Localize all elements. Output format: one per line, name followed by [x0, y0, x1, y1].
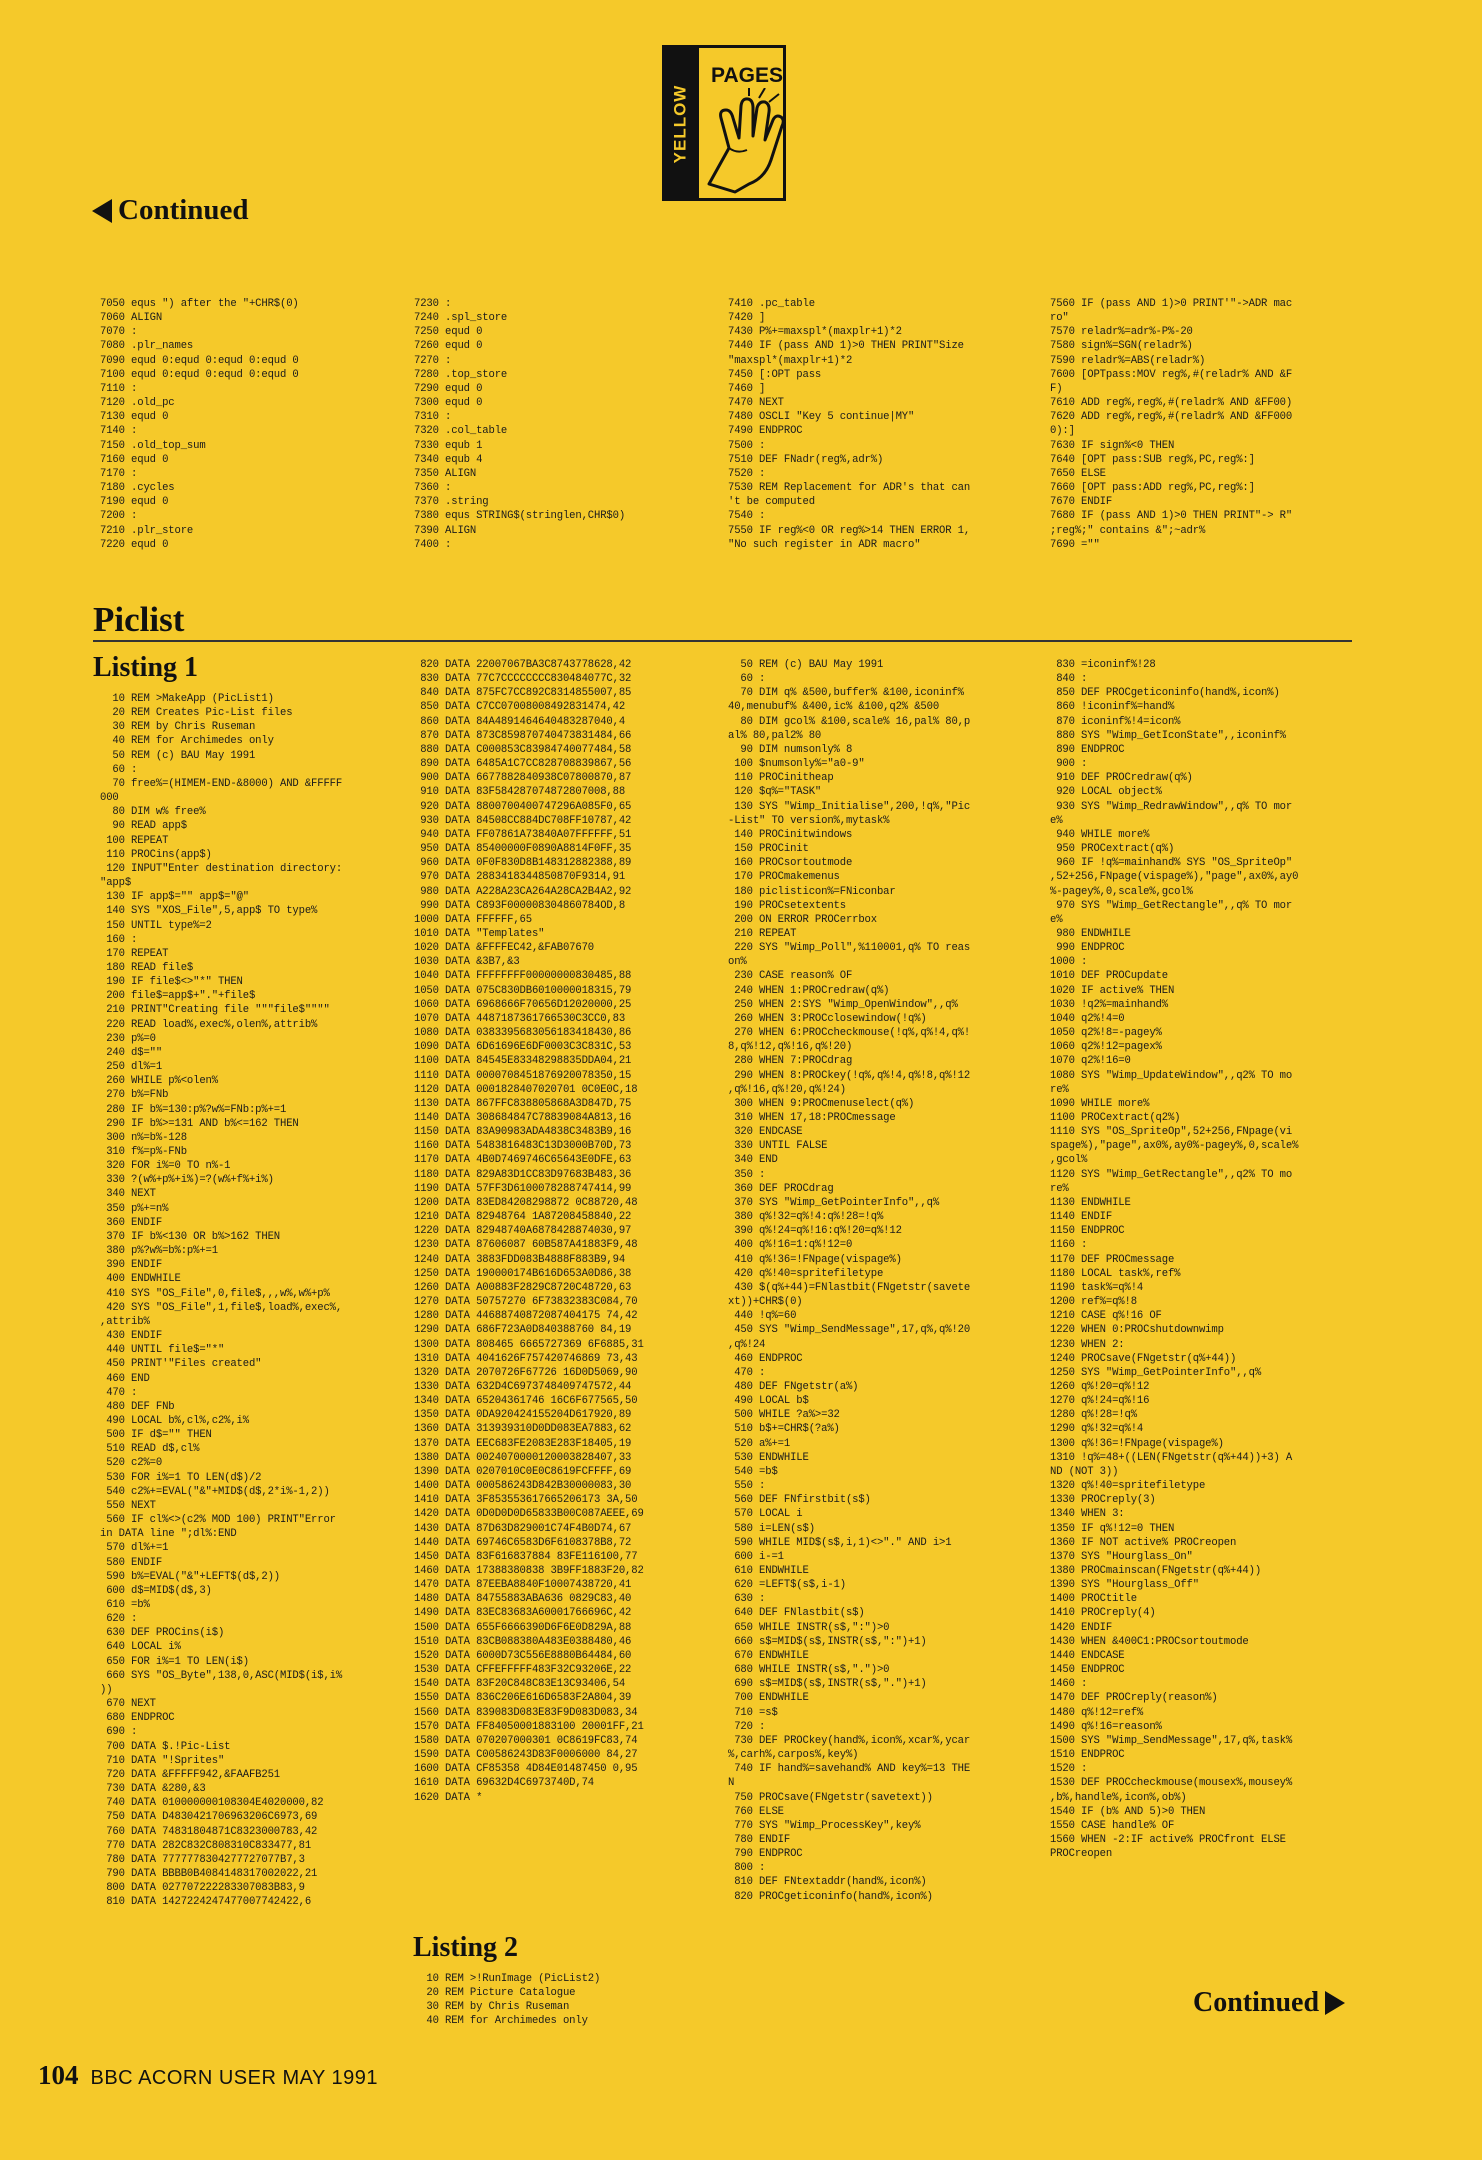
top-code-col-2: 7230 : 7240 .spl_store 7250 equd 0 7260 equd 0 7270 : 7280 .top_store 7290 equd 0 7300 equd 0 7310 : 7320 .col_table 7330 equb 1 7340 equb 4 7350 ALIGN 7360 : 7370 .string 7380 equs STRING$(stringlen,CHR$0) 7390 ALIGN 7400 : [414, 298, 626, 551]
piclist-code-col-1: 10 REM >MakeApp (PicList1) 20 REM Creates Pic-List files 30 REM by Chris Ruseman 40 REM for Archimedes only 50 REM (c) BAU May 1991 60 : 70 free%=(HIMEM-END-&8000) AND &FFFFF 000 80 DIM w% free% 90 READ app$ 100 REPEAT 110 PROCins(app$) 120 INPUT"Enter destination directory: "app$ 130 IF app$="" app$="@" 140 SYS "XOS_File",5,app$ TO type% 150 UNTIL type%=2 160 : 170 REPEAT 180 READ file$ 190 IF file$<>"*" THEN 200 file$=app$+"."+file$ 210 PRINT"Creating file """file$"""" 220 READ load%,exec%,olen%,attrib% 230 p%=0 240 d$="" 250 dl%=1 260 WHILE p%<olen% 270 b%=FNb 280 IF b%=130:p%?w%=FNb:p%+=1 290 IF b%>=131 AND b%<=162 THEN 300 n%=b%-128 310 f%=p%-FNb 320 FOR i%=0 TO n%-1 330 ?(w%+p%+i%)=?(w%+f%+i%) 340 NEXT 350 p%+=n% 360 ENDIF 370 IF b%<130 OR b%>162 THEN 380 p%?w%=b%:p%+=1 390 ENDIF 400 ENDWHILE 410 SYS "OS_File",0,file$,,,w%,w%+p% 420 SYS "OS_File",1,file$,load%,exec%, ,attrib% 430 ENDIF 440 UNTIL file$="*" 450 PRINT'"Files created" 460 END 470 : 480 DEF FNb 490 LOCAL b%,cl%,c2%,i% 500 IF d$="" THEN 510 READ d$,cl% 520 c2%=0 530 FOR i%=1 TO LEN(d$)/2 540 c2%+=EVAL("&"+MID$(d$,2*i%-1,2)) 550 NEXT 560 IF cl%<>(c2% MOD 100) PRINT"Error in DATA line ";dl%:END 570 dl%+=1 580 ENDIF 590 b%=EVAL("&"+LEFT$(d$,2)) 600 d$=MID$(d$,3) 610 =b% 620 : 630 DEF PROCins(i$) 640 LOCAL i% 650 FOR i%=1 TO LEN(i$) 660 SYS "OS_Byte",138,0,ASC(MID$(i$,i% )) 670 NEXT 680 ENDPROC 690 : 700 DATA $.!Pic-List 710 DATA "!Sprites" 720 DATA &FFFFF942,&FAAFB251 730 DATA &280,&3 740 DATA 010000000108304E4020000,82 750 DATA D4830421706963206C6973,69 760 DATA 74831804871C8323000783,42 770 DATA 282C832C808310C833477,81 780 DATA 7777778304277727077B7,3 790 DATA BBBB0B4084148317002022,21 800 DATA 027707222283307083B83,9 810 DATA 1427224247477007742422,6 [100, 693, 343, 1909]
piclist-code-col-3: 50 REM (c) BAU May 1991 60 : 70 DIM q% &500,buffer% &100,iconinf% 40,menubuf% &400,ic% &100,q2% &500 80 DIM gcol% &100,scale% 16,pal% 80,p al% 80,pal2% 80 90 DIM numsonly% 8 100 $numsonly%="a0-9" 110 PROCinitheap 120 $q%="TASK" 130 SYS "Wimp_Initialise",200,!q%,"Pic -List" TO version%,mytask% 140 PROCinitwindows 150 PROCinit 160 PROCsortoutmode 170 PROCmakemenus 180 piclisticon%=FNiconbar 190 PROCsetextents 200 ON ERROR PROCerrbox 210 REPEAT 220 SYS "Wimp_Poll",%110001,q% TO reas on% 230 CASE reason% OF 240 WHEN 1:PROCredraw(q%) 250 WHEN 2:SYS "Wimp_OpenWindow",,q% 260 WHEN 3:PROCclosewindow(!q%) 270 WHEN 6:PROCcheckmouse(!q%,q%!4,q%! 8,q%!12,q%!16,q%!20) 280 WHEN 7:PROCdrag 290 WHEN 8:PROCkey(!q%,q%!4,q%!8,q%!12 ,q%!16,q%!20,q%!24) 300 WHEN 9:PROCmenuselect(q%) 310 WHEN 17,18:PROCmessage 320 ENDCASE 330 UNTIL FALSE 340 END 350 : 360 DEF PROCdrag 370 SYS "Wimp_GetPointerInfo",,q% 380 q%!32=q%!4:q%!28=!q% 390 q%!24=q%!16:q%!20=q%!12 400 q%!16=1:q%!12=0 410 q%!36=!FNpage(vispage%) 420 q%!40=spritefiletype 430 $(q%+44)=FNlastbit(FNgetstr(savete xt))+CHR$(0) 440 !q%=60 450 SYS "Wimp_SendMessage",17,q%,q%!20 ,q%!24 460 ENDPROC 470 : 480 DEF FNgetstr(a%) 490 LOCAL b$ 500 WHILE ?a%>=32 510 b$+=CHR$(?a%) 520 a%+=1 530 ENDWHILE 540 =b$ 550 : 560 DEF FNfirstbit(s$) 570 LOCAL i 580 i=LEN(s$) 590 WHILE MID$(s$,i,1)<>"." AND i>1 600 i-=1 610 ENDWHILE 620 =LEFT$(s$,i-1) 630 : 640 DEF FNlastbit(s$) 650 WHILE INSTR(s$,":")>0 660 s$=MID$(s$,INSTR(s$,":")+1) 670 ENDWHILE 680 WHILE INSTR(s$,".")>0 690 s$=MID$(s$,INSTR(s$,".")+1) 700 ENDWHILE 710 =s$ 720 : 730 DEF PROCkey(hand%,icon%,xcar%,ycar %,carh%,carpos%,key%) 740 IF hand%=savehand% AND key%=13 THE N 750 PROCsave(FNgetstr(savetext)) 760 ELSE 770 SYS "Wimp_ProcessKey",key% 780 ENDIF 790 ENDPROC 800 : 810 DEF FNtextaddr(hand%,icon%) 820 PROCgeticoninfo(hand%,icon%) [728, 659, 971, 1903]
top-code-col-3: 7410 .pc_table 7420 ] 7430 P%+=maxspl*(maxplr+1)*2 7440 IF (pass AND 1)>0 THEN PRINT"Size "maxspl*(maxplr+1)*2 7450 [:OPT pass 7460 ] 7470 NEXT 7480 OSCLI "Key 5 continue|MY" 7490 ENDPROC 7500 : 7510 DEF FNadr(reg%,adr%) 7520 : 7530 REM Replacement for ADR's that can 't be computed 7540 : 7550 IF reg%<0 OR reg%>14 THEN ERROR 1, "No such register in ADR macro" [728, 298, 971, 551]
continued-top [92, 194, 249, 227]
page-number: 104 [38, 2060, 79, 2090]
piclist-code-col-2: 820 DATA 22007067BA3C8743778628,42 830 DATA 77C7CCCCCCCC830484077C,32 840 DATA 875FC7CC892C8314855007,85 850 DATA C7CC07008008492831474,42 860 DATA 84A4891464640483287040,4 870 DATA 873C859870740473831484,66 880 DATA C000853C83984740077484,58 890 DATA 6485A1C7CC828708839867,56 900 DATA 6677882840938C07800870,87 910 DATA 83F584287074872807008,88 920 DATA 8800700400747296A085F0,65 930 DATA 84508CC884DC708FF10787,42 940 DATA FF07861A73840A07FFFFFF,51 950 DATA 85400000F0890A8814F0FF,35 960 DATA 0F0F830D8B148312882388,89 970 DATA 2883418344850870F9314,91 980 DATA A228A23CA264A28CA2B4A2,92 990 DATA C893F000008304860784OD,8 1000 DATA FFFFFF,65 1010 DATA "Templates" 1020 DATA &FFFFEC42,&FAB07670 1030 DATA &3B7,&3 1040 DATA FFFFFFFF00000000830485,88 1050 DATA 075C830DB6010000018315,79 1060 DATA 6968666F70656D12020000,25 1070 DATA 4487187361766530C3CC0,83 1080 DATA 0383395683056183418430,86 1090 DATA 6D61696E6DF0003C3C831C,53 1100 DATA 84545E83348298835DDA04,21 1110 DATA 0000708451876920078350,15 1120 DATA 0001828407020701 0C0E0C,18 1130 DATA 867FFC838805868A3D847D,75 1140 DATA 308684847C78839084A813,16 1150 DATA 83A90983ADA4838C3483B9,16 1160 DATA 5483816483C13D3000B70D,73 1170 DATA 4B0D7469746C65643E0DFE,63 1180 DATA 829A83D1CC83D97683B483,36 1190 DATA 57FF3D6100078288747414,99 1200 DATA 83ED84208298872 0C88720,48 1210 DATA 82948764 1A87208458840,22 1220 DATA 82948740A6878428874030,97 1230 DATA 87606087 60B587A41883F9,48 1240 DATA 3883FDD083B4888F883B9,94 1250 DATA 190000174B616D653A0D86,38 1260 DATA A00883F2829C8720C48720,63 1270 DATA 50757270 6F73832383C084,70 1280 DATA 44688740872087404175 74,42 1290 DATA 686F723A0D840388760 84,19 1300 DATA 808465 6665727369 6F6885,31 1310 DATA 4041626F757420746869 73,43 1320 DATA 2070726F67726 16D0D5069,90 1330 DATA 632D4C6973748409747572,44 1340 DATA 65204361746 16C6F677565,50 1350 DATA 0DA920424155204D617920,89 1360 DATA 313939310D0DD083EA7883,62 1370 DATA EEC683FE2083E283F18405,19 1380 DATA 0024070000120003828407,33 1390 DATA 0207010C0E0C8619FCFFFF,69 1400 DATA 000586243D842B30000083,30 1410 DATA 3F853553617665206173 3A,50 1420 DATA 0D0D0D0D65833B00C087AEEE,69 1430 DATA 87D63D829001C74F4B0D74,67 1440 DATA 69746C6583D6F6108378B8,72 1450 DATA 83F616837884 83FE116100,77 1460 DATA 17388380838 3B9FF1883F20,82 1470 DATA 87EEBA8840F10007438720,41 1480 DATA 84755883ABA636 0829C83,40 1490 DATA 83EC83683A60001766696C,42 1500 DATA 655F6666390D6F6E0D829A,88 1510 DATA 83CB088380A483E0388480,46 1520 DATA 6000D73C556E8880B64484,60 1530 DATA CFFEFFFFF483F32C93206E,22 1540 DATA 83F20C848C83E13C93406,54 1550 DATA 836C206E616D6583F2A804,39 1560 DATA 839083D083E83F9D083D083,34 1570 DATA FF84050001883100 20001FF,21 1580 DATA 070207000301 0C8619FC83,74 1590 DATA C00586243D83F0006000 84,27 1600 DATA CF85358 4D84E01487450 0,95 1610 DATA 69632D4C6973740D,74 1620 DATA * [414, 659, 644, 1804]
continued-bottom [1193, 1987, 1345, 2019]
section-title: Piclist [93, 600, 185, 639]
continued-top-label: Continued [118, 194, 249, 226]
logo-title: PAGES [711, 64, 783, 87]
logo-side-bar [665, 48, 699, 198]
page-footer [38, 2060, 378, 2091]
piclist-code-col-4: 830 =iconinf%!28 840 : 850 DEF PROCgeticoninfo(hand%,icon%) 860 !iconinf%=hand% 870 iconinf%!4=icon% 880 SYS "Wimp_GetIconState",,iconinf% 890 ENDPROC 900 : 910 DEF PROCredraw(q%) 920 LOCAL object% 930 SYS "Wimp_RedrawWindow",,q% TO mor e% 940 WHILE more% 950 PROCextract(q%) 960 IF !q%=mainhand% SYS "OS_SpriteOp" ,52+256,FNpage(vispage%),"page",ax0%,ay0 %-pagey%,0,scale%,gcol% 970 SYS "Wimp_GetRectangle",,q% TO mor e% 980 ENDWHILE 990 ENDPROC 1000 : 1010 DEF PROCupdate 1020 IF active% THEN 1030 !q2%=mainhand% 1040 q2%!4=0 1050 q2%!8=-pagey% 1060 q2%!12=pagex% 1070 q2%!16=0 1080 SYS "Wimp_UpdateWindow",,q2% TO mo re% 1090 WHILE more% 1100 PROCextract(q2%) 1110 SYS "OS_SpriteOp",52+256,FNpage(vi spage%),"page",ax0%,ay0%-pagey%,0,scale% ,gcol% 1120 SYS "Wimp_GetRectangle",,q2% TO mo re% 1130 ENDWHILE 1140 ENDIF 1150 ENDPROC 1160 : 1170 DEF PROCmessage 1180 LOCAL task%,ref% 1190 task%=q%!4 1200 ref%=q%!8 1210 CASE q%!16 OF 1220 WHEN 0:PROCshutdownwimp 1230 WHEN 2: 1240 PROCsave(FNgetstr(q%+44)) 1250 SYS "Wimp_GetPointerInfo",,q% 1260 q%!20=q%!12 1270 q%!24=q%!16 1280 q%!28=!q% 1290 q%!32=q%!4 1300 q%!36=!FNpage(vispage%) 1310 !q%=48+((LEN(FNgetstr(q%+44))+3) A ND (NOT 3)) 1320 q%!40=spritefiletype 1330 PROCreply(3) 1340 WHEN 3: 1350 IF q%!12=0 THEN 1360 IF NOT active% PROCreopen 1370 SYS "Hourglass_On" 1380 PROCmainscan(FNgetstr(q%+44)) 1390 SYS "Hourglass_Off" 1400 PROCtitle 1410 PROCreply(4) 1420 ENDIF 1430 WHEN &400C1:PROCsortoutmode 1440 ENDCASE 1450 ENDPROC 1460 : 1470 DEF PROCreply(reason%) 1480 q%!12=ref% 1490 q%!16=reason% 1500 SYS "Wimp_SendMessage",17,q%,task% 1510 ENDPROC 1520 : 1530 DEF PROCcheckmouse(mousex%,mousey% ,b%,handle%,icon%,ob%) 1540 IF (b% AND 5)>0 THEN 1550 CASE handle% OF 1560 WHEN -2:IF active% PROCfront ELSE PROCreopen [1050, 659, 1299, 1861]
listing-2-code: 10 REM >!RunImage (PicList2) 20 REM Picture Catalogue 30 REM by Chris Ruseman 40 REM for Archimedes only [426, 1973, 601, 2028]
section-divider [93, 640, 1352, 642]
magazine-name: BBC ACORN USER MAY 1991 [90, 2067, 379, 2089]
top-code-col-1: 7050 equs ") after the "+CHR$(0) 7060 ALIGN 7070 : 7080 .plr_names 7090 equd 0:equd 0:equd 0:equd 0 7100 equd 0:equd 0:equd 0:equd 0 7110 : 7120 .old_pc 7130 equd 0 7140 : 7150 .old_top_sum 7160 equd 0 7170 : 7180 .cycles 7190 equd 0 7200 : 7210 .plr_store 7220 equd 0 [100, 298, 299, 551]
continued-bottom-label: Continued [1193, 1987, 1320, 2018]
listing-2-heading: Listing 2 [413, 1932, 519, 1963]
listing-1-heading: Listing 1 [93, 652, 199, 683]
arrow-left-icon [92, 199, 112, 223]
logo-side-text: YELLOW [670, 84, 690, 164]
hand-icon [699, 88, 785, 196]
yellow-pages-logo [662, 45, 786, 201]
arrow-right-icon [1325, 1991, 1345, 2015]
top-code-col-4: 7560 IF (pass AND 1)>0 PRINT'"->ADR mac ro" 7570 reladr%=adr%-P%-20 7580 sign%=SGN(reladr%) 7590 reladr%=ABS(reladr%) 7600 [OPTpass:MOV reg%,#(reladr% AND &F F) 7610 ADD reg%,reg%,#(reladr% AND &FF00) 7620 ADD reg%,reg%,#(reladr% AND &FF000 0):] 7630 IF sign%<0 THEN 7640 [OPT pass:SUB reg%,PC,reg%:] 7650 ELSE 7660 [OPT pass:ADD reg%,PC,reg%:] 7670 ENDIF 7680 IF (pass AND 1)>0 THEN PRINT"-> R" ;reg%;" contains &";~adr% 7690 ="" [1050, 298, 1293, 551]
